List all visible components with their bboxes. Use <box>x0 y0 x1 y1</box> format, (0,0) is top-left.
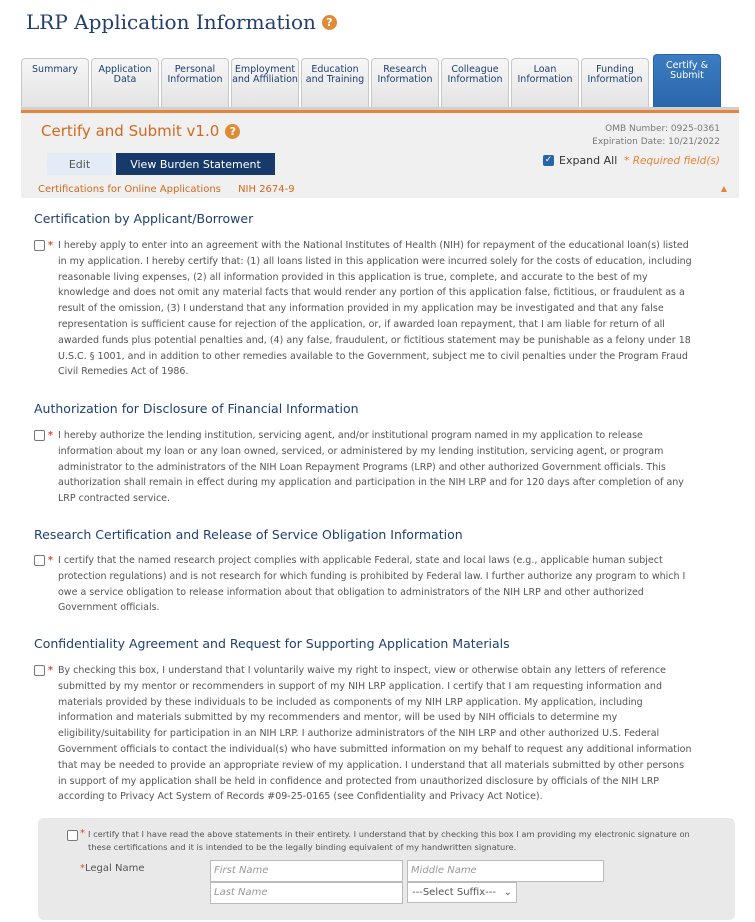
last-name-input[interactable]: Last Name <box>210 882 403 904</box>
tab-loan-information[interactable]: Loan Information <box>511 58 579 111</box>
cert-heading-confidentiality: Confidentiality Agreement and Request for Supporting Application Materials <box>34 636 510 651</box>
omb-info <box>592 123 720 149</box>
cert-disclosure: * I hereby authorize the lending institution, servicing agent, and/or institutional program named in my application to release information about my loan or any loan owned, serviced, or administered by my lending institution, servicing agent, or program administrator to the administrators of the NIH Loan Repayment Programs (LRP) and other authorized Government officials. This authorization shall remain in effect during my application and participation in the NIH LRP and for 120 days after completion of any LRP contracted service. <box>34 428 694 507</box>
cert-heading-applicant: Certification by Applicant/Borrower <box>34 211 254 226</box>
page-title <box>26 10 337 34</box>
section-title: Certify and Submit v1.0 ? <box>41 122 240 140</box>
tab-summary[interactable]: Summary <box>21 58 89 111</box>
tab-education[interactable]: Education and Training <box>301 58 369 111</box>
tab-research-information[interactable]: Research Information <box>371 58 439 111</box>
signature-statement: I certify that I have read the above statements in their entirety. I understand that by checking this box I am providing my electronic signature on these certifications and it is intended to be the legally binding equivalent of my handwritten signature. <box>88 829 690 852</box>
expiration-date: Expiration Date: 10/21/2022 <box>592 137 720 147</box>
edit-button[interactable]: Edit <box>47 153 112 175</box>
tab-personal-information[interactable]: Personal Information <box>161 58 229 111</box>
signature-checkbox[interactable] <box>67 830 78 841</box>
required-fields-note: * Required field(s) <box>624 155 720 167</box>
help-icon[interactable]: ? <box>322 15 337 30</box>
legal-name-label: *Legal Name <box>80 863 145 874</box>
tab-certify-submit[interactable]: Certify & Submit <box>653 54 721 111</box>
tab-colleague-information[interactable]: Colleague Information <box>441 58 509 111</box>
expand-all-toggle[interactable]: ✓ Expand All <box>544 154 618 167</box>
subsection-header[interactable]: Certifications for Online Applications NIH 2674-9 <box>38 184 295 195</box>
first-name-input[interactable]: First Name <box>210 860 403 882</box>
omb-number: OMB Number: 0925-0361 <box>605 124 720 134</box>
cert-research-checkbox[interactable] <box>34 555 45 566</box>
tab-application-data[interactable]: Application Data <box>91 58 159 111</box>
cert-research: * I certify that the named research project complies with applicable Federal, state and local laws (e.g., applicable human subject protection regulations) and is not research for which funding is prohibited by Federal law. I further authorize any program to which I owe a service obligation to release information about that obligation to administrators of the NIH LRP and other authorized Government officials. <box>34 553 694 616</box>
section-header <box>21 113 739 198</box>
suffix-select[interactable]: ---Select Suffix--- ⌄ <box>407 882 517 903</box>
tab-bar <box>21 54 739 110</box>
tab-funding-information[interactable]: Funding Information <box>581 58 649 111</box>
cert-confidentiality: * By checking this box, I understand that I voluntarily waive my right to inspect, view or otherwise obtain any letters of reference submitted by my mentor or recommenders in support of my NIH LRP application. I certify that I am requesting information and materials provided by these individuals to be included as components of my NIH LRP application. My application, including information and materials submitted by my recommenders and mentor, will be used by NIH officials to determine my eligibility/suitability for participation in an NIH LRP. I authorize administrators of the NIH LRP and other authorized U.S. Federal Government officials to contact the individual(s) who have submitted information on my behalf to request any additional information that may be needed to provide an appropriate review of my application. I understand that all materials submitted by other persons in support of my application shall be held in confidence and protected from unauthorized disclosure by officials of the NIH LRP according to Privacy Act System of Records #09-25-0165 (see Confidentiality and Privacy Act Notice). <box>34 663 694 805</box>
required-asterisk: * <box>48 240 53 251</box>
cert-applicant-checkbox[interactable] <box>34 240 45 251</box>
cert-heading-research: Research Certification and Release of Service Obligation Information <box>34 527 463 542</box>
middle-name-input[interactable]: Middle Name <box>407 860 604 882</box>
required-asterisk: * <box>48 430 53 441</box>
cert-applicant: * I hereby apply to enter into an agreement with the National Institutes of Health (NIH) for repayment of the educational loan(s) listed in my application. I hereby certify that: (1) all loans listed in this application were incurred solely for the costs of education, including reasonable living expenses, (2) all information provided in this application is true, complete, and accurate to the best of my knowledge and does not omit any material facts that would render any portion of this application false, fictitious, or fraudulent as a result of the omission, (3) I understand that any information provided in my application may be investigated and that any false representation is sufficient cause for rejection of the application, or, if awarded loan repayment, that I am liable for return of all awarded funds plus potential penalties and, (4) any false, fraudulent, or fictitious statement may be punishable as a felony under 18 U.S.C. § 1001, and in addition to other remedies available to the Government, subject me to civil penalties under the Program Fraud Civil Remedies Act of 1986. <box>34 238 694 380</box>
collapse-arrow-icon[interactable]: ▲ <box>720 184 727 193</box>
cert-disclosure-checkbox[interactable] <box>34 430 45 441</box>
required-asterisk: * <box>48 555 53 566</box>
chevron-down-icon: ⌄ <box>503 887 512 898</box>
required-asterisk: * <box>48 665 53 676</box>
tab-employment[interactable]: Employment and Affiliation <box>231 58 299 111</box>
cert-heading-disclosure: Authorization for Disclosure of Financial Information <box>34 401 359 416</box>
page-title-text: LRP Application Information <box>26 10 316 34</box>
signature-box <box>38 818 735 920</box>
section-help-icon[interactable]: ? <box>225 124 240 139</box>
required-asterisk: * <box>80 828 85 839</box>
view-burden-statement-button[interactable]: View Burden Statement <box>116 153 275 175</box>
cert-confidentiality-checkbox[interactable] <box>34 665 45 676</box>
expand-all-checkbox[interactable]: ✓ <box>544 155 553 165</box>
